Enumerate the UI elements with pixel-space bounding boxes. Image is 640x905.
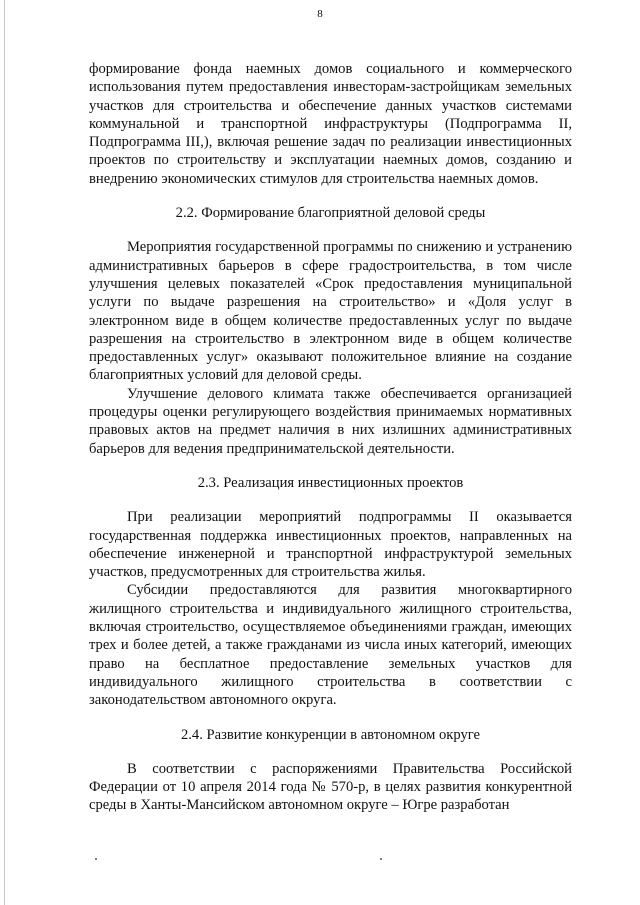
scan-speck [380,858,382,860]
paragraph-2-3-2: Субсидии предоставляются для развития многоквартирного жилищного строительства и индивидуального жилищного строительства, включая строительство, осуществляемое объединениями граждан, имеющих трех и более детей, а также гражданами из числа иных категорий, имеющих право на бесплатное предоставление земельных участков для индивидуального жилищного строительства в соответствии с законодательством автономного округа. [89,582,572,709]
continued-paragraph: формирование фонда наемных домов социального и коммерческого использования путем предоставления инвесторам-застройщикам земельных участков для строительства и обеспечение данных участков системами коммунальной и транспортной инфраструктуры (Подпрограмма II, Подпрограмма III,), включая решение задач по реализации инвестиционных проектов по строительству и эксплуатации наемных домов, созданию и внедрению экономических стимулов для строительства наемных домов. [89,61,572,187]
document-body [89,60,572,815]
section-heading-2-3: 2.3. Реализация инвестиционных проектов [197,474,464,491]
paragraph-2-2-2: Улучшение делового климата также обеспечивается организацией процедуры оценки регулирующего воздействия принимаемых нормативных правовых актов на предмет наличия в них излишних административных барьеров для ведения предпринимательской деятельности. [89,385,572,457]
paragraph-2-2-1: Мероприятия государственной программы по снижению и устранению административных барьеров в сфере градостроительства, в том числе улучшения целевых показателей «Срок предоставления муниципальной услуги по выдаче разрешения на строительство» и «Доля услуг в электронном виде в общем количестве предоставленных услуг по выдаче разрешения на строительство в электронном виде в общем количестве предоставленных услуг» оказывают положительное влияние на создание благоприятных условий для деловой среды. [89,239,572,384]
scan-speck [95,858,97,860]
page-number: 8 [317,8,323,20]
paragraph-2-3-1: При реализации мероприятий подпрограммы II оказывается государственная поддержка инвестиционных проектов, направленных на обеспечение инженерной и транспортной инфраструктурой земельных участков, предусмотренных для строительства жилья. [89,509,572,581]
scan-edge-line [4,0,5,905]
section-heading-2-2: 2.2. Формирование благоприятной деловой среды [175,205,486,222]
paragraph-2-4-1: В соответствии с распоряжениями Правительства Российской Федерации от 10 апреля 2014 года № 570-р, в целях развития конкурентной среды в Ханты-Мансийском автономном округе – Югре разработан [89,760,572,814]
section-heading-2-4: 2.4. Развитие конкуренции в автономном округе [180,726,481,743]
